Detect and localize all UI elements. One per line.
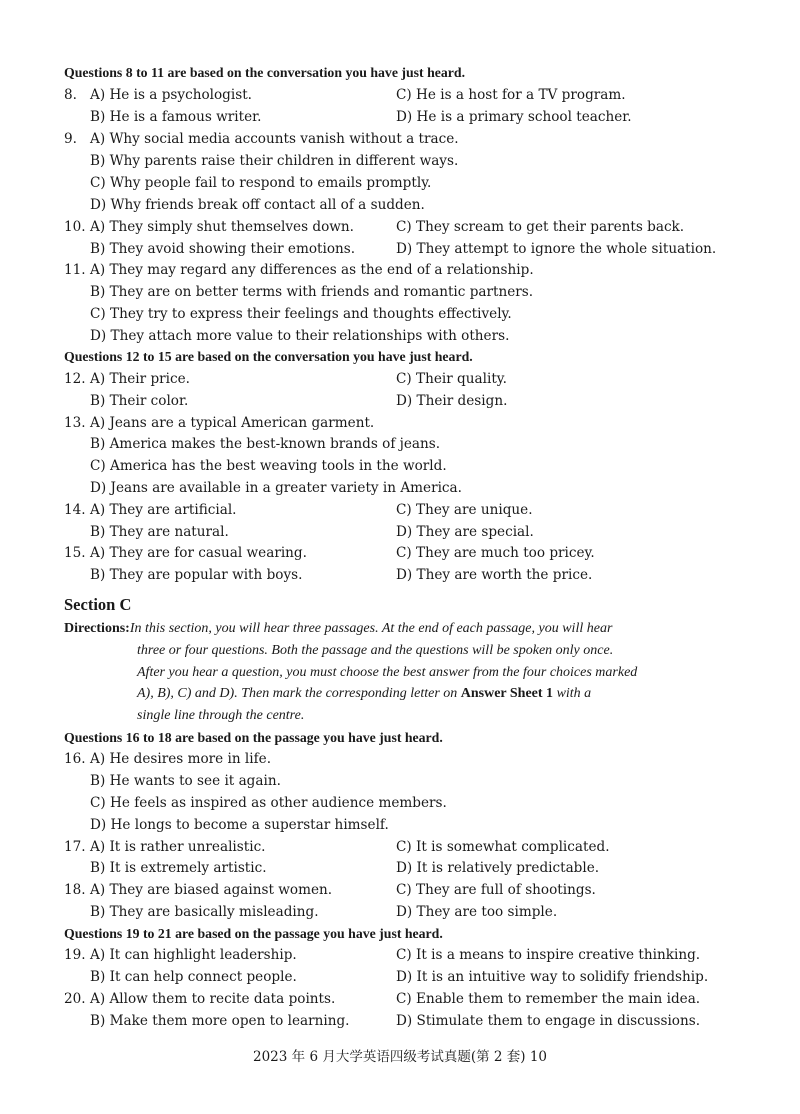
option-d: D) Why friends break off contact all of a sudden. xyxy=(90,197,425,213)
question-10 xyxy=(64,216,744,238)
option-a: A) They are biased against women. xyxy=(90,882,333,898)
question-8 xyxy=(64,84,744,106)
option-d: D) He longs to become a superstar himself. xyxy=(90,817,389,833)
option-b: B) They are basically misleading. xyxy=(90,904,319,920)
question-20-row-2 xyxy=(64,1010,744,1032)
question-number: 17. xyxy=(64,839,86,855)
directions-text: In this section, you will hear three passages. At the end of each passage, you will hear xyxy=(129,621,613,636)
option-b: B) He wants to see it again. xyxy=(90,773,281,789)
option-d: D) Their design. xyxy=(396,393,508,409)
question-18-row-2 xyxy=(64,901,744,923)
question-16-option-b xyxy=(64,770,744,792)
option-a: A) They are for casual wearing. xyxy=(90,545,307,561)
question-14 xyxy=(64,499,744,521)
option-a: A) They may regard any differences as the end of a relationship. xyxy=(90,262,534,278)
question-number: 20. xyxy=(64,991,86,1007)
question-13-option-c xyxy=(64,455,744,477)
option-a: A) It can highlight leadership. xyxy=(90,947,297,963)
directions-line-2: three or four questions. Both the passage and the questions will be spoken only once. xyxy=(137,643,614,658)
option-c: C) They are unique. xyxy=(396,502,533,518)
directions-text: with a xyxy=(553,686,592,701)
option-b: B) Their color. xyxy=(90,393,189,409)
option-b: B) They avoid showing their emotions. xyxy=(90,241,356,257)
question-9-option-d xyxy=(64,194,744,216)
directions-line-1 xyxy=(64,618,744,640)
option-c: C) They scream to get their parents back. xyxy=(396,219,685,235)
directions-label: Directions: xyxy=(64,621,130,636)
question-number: 15. xyxy=(64,545,86,561)
question-9-option-c xyxy=(64,172,744,194)
answer-sheet-label: Answer Sheet 1 xyxy=(460,686,554,701)
question-number: 16. xyxy=(64,751,86,767)
option-b: B) America makes the best-known brands of jeans. xyxy=(90,436,441,452)
option-c: C) America has the best weaving tools in the world. xyxy=(90,458,447,474)
question-13-option-b xyxy=(64,433,744,455)
question-19-row-2 xyxy=(64,966,744,988)
option-b: B) They are on better terms with friends and romantic partners. xyxy=(90,284,534,300)
question-number: 13. xyxy=(64,415,86,431)
question-16-option-c xyxy=(64,792,744,814)
option-c: C) They are full of shootings. xyxy=(396,882,596,898)
question-number: 9. xyxy=(64,131,77,147)
option-b: B) He is a famous writer. xyxy=(90,109,262,125)
option-a: A) He is a psychologist. xyxy=(90,87,252,103)
option-c: C) He feels as inspired as other audience members. xyxy=(90,795,447,811)
option-d: D) It is relatively predictable. xyxy=(396,860,600,876)
option-a: A) It is rather unrealistic. xyxy=(90,839,266,855)
option-d: D) They are worth the price. xyxy=(396,567,593,583)
question-18 xyxy=(64,879,744,901)
option-c: C) Their quality. xyxy=(396,371,507,387)
option-a: A) Why social media accounts vanish without a trace. xyxy=(90,131,459,147)
question-12-row-2 xyxy=(64,390,744,412)
option-a: A) Allow them to recite data points. xyxy=(90,991,336,1007)
question-9-option-b xyxy=(64,150,744,172)
page-footer: 2023 年 6 月大学英语四级考试真题(第 2 套) 10 xyxy=(253,1049,547,1065)
question-19 xyxy=(64,944,744,966)
question-17-row-2 xyxy=(64,857,744,879)
section-title: Section C xyxy=(64,595,132,614)
question-13-option-d xyxy=(64,477,744,499)
question-10-row-2 xyxy=(64,238,744,260)
option-c: C) It is a means to inspire creative thinking. xyxy=(396,947,701,963)
question-13 xyxy=(64,412,744,434)
option-d: D) They attach more value to their relationships with others. xyxy=(90,328,510,344)
question-17 xyxy=(64,836,744,858)
question-15 xyxy=(64,542,744,564)
question-number: 11. xyxy=(64,262,86,278)
directions-line-5: single line through the centre. xyxy=(137,708,305,723)
directions-line-3: After you hear a question, you must choose the best answer from the four choices marked xyxy=(137,665,638,680)
option-d: D) They are special. xyxy=(396,524,534,540)
option-b: B) They are natural. xyxy=(90,524,229,540)
option-b: B) They are popular with boys. xyxy=(90,567,303,583)
question-8-row-2 xyxy=(64,106,744,128)
option-b: B) Make them more open to learning. xyxy=(90,1013,350,1029)
question-number: 19. xyxy=(64,947,86,963)
question-12 xyxy=(64,368,744,390)
directions-text: A), B), C) and D). Then mark the corresponding letter on xyxy=(137,686,461,701)
question-group-heading: Questions 16 to 18 are based on the passage you have just heard. xyxy=(64,730,443,745)
option-d: D) They are too simple. xyxy=(396,904,558,920)
question-11-option-d xyxy=(64,325,744,347)
question-11-option-c xyxy=(64,303,744,325)
option-d: D) He is a primary school teacher. xyxy=(396,109,632,125)
question-group-heading: Questions 8 to 11 are based on the conversation you have just heard. xyxy=(64,65,466,80)
option-b: B) Why parents raise their children in different ways. xyxy=(90,153,459,169)
question-16-option-d xyxy=(64,814,744,836)
option-a: A) They are artificial. xyxy=(90,502,237,518)
option-c: C) He is a host for a TV program. xyxy=(396,87,626,103)
question-number: 8. xyxy=(64,87,77,103)
option-d: D) They attempt to ignore the whole situation. xyxy=(396,241,717,257)
question-9 xyxy=(64,128,744,150)
directions-line-4 xyxy=(137,683,800,705)
question-number: 18. xyxy=(64,882,86,898)
question-11 xyxy=(64,259,744,281)
question-group-heading: Questions 12 to 15 are based on the conversation you have just heard. xyxy=(64,349,473,364)
question-14-row-2 xyxy=(64,521,744,543)
option-c: C) They are much too pricey. xyxy=(396,545,595,561)
option-b: B) It is extremely artistic. xyxy=(90,860,267,876)
option-c: C) They try to express their feelings and thoughts effectively. xyxy=(90,306,512,322)
option-d: D) It is an intuitive way to solidify friendship. xyxy=(396,969,709,985)
question-number: 10. xyxy=(64,219,86,235)
question-group-heading: Questions 19 to 21 are based on the passage you have just heard. xyxy=(64,926,443,941)
option-d: D) Stimulate them to engage in discussions. xyxy=(396,1013,701,1029)
question-15-row-2 xyxy=(64,564,744,586)
option-b: B) It can help connect people. xyxy=(90,969,297,985)
option-a: A) He desires more in life. xyxy=(90,751,272,767)
option-d: D) Jeans are available in a greater variety in America. xyxy=(90,480,462,496)
question-number: 12. xyxy=(64,371,86,387)
question-11-option-b xyxy=(64,281,744,303)
option-a: A) They simply shut themselves down. xyxy=(90,219,354,235)
option-c: C) Why people fail to respond to emails promptly. xyxy=(90,175,432,191)
option-c: C) Enable them to remember the main idea. xyxy=(396,991,701,1007)
question-20 xyxy=(64,988,744,1010)
option-c: C) It is somewhat complicated. xyxy=(396,839,610,855)
option-a: A) Jeans are a typical American garment. xyxy=(90,415,375,431)
option-a: A) Their price. xyxy=(90,371,191,387)
question-number: 14. xyxy=(64,502,86,518)
question-16 xyxy=(64,748,744,770)
